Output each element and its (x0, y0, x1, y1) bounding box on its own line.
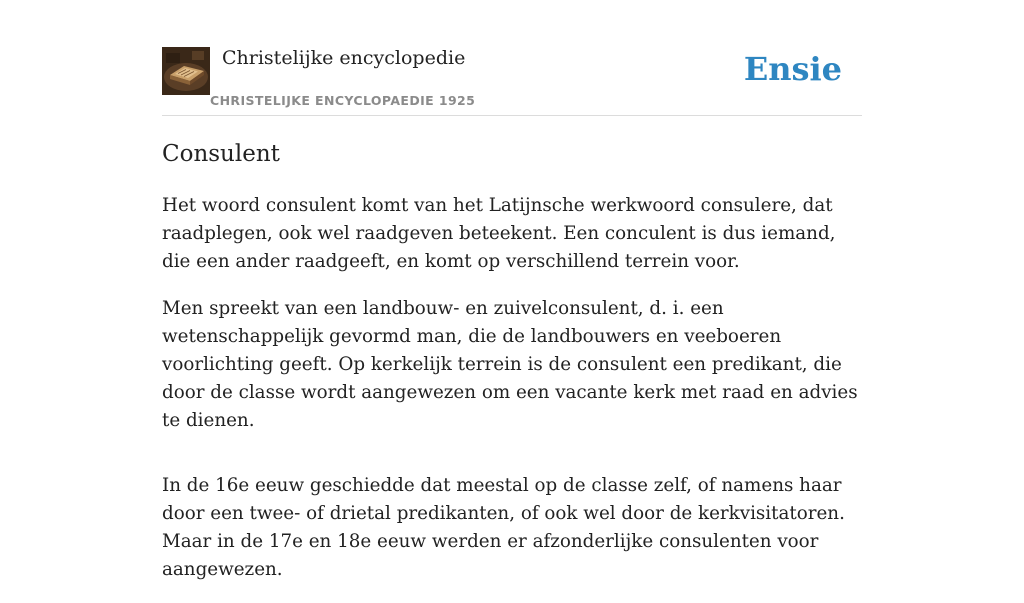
book-cover-icon (162, 47, 210, 95)
article-paragraph: In de 16e eeuw geschiedde dat meestal op de classe zelf, of namens haar door een twee- of drietal predikanten, of ook wel door de kerkvisitatoren. Maar in de 17e en 18e eeuw werden er afzonderlijke consulenten voor aangewezen. (162, 475, 845, 580)
book-subtitle-link[interactable]: CHRISTELIJKE ENCYCLOPAEDIE 1925 (210, 93, 476, 108)
article-body (162, 192, 862, 603)
page-header (162, 46, 862, 116)
article-paragraph: Men spreekt van een landbouw- en zuivelconsulent, d. i. een wetenschappelijk gevormd man, die de landbouwers en veeboeren voorlichting geeft. Op kerkelijk terrein is de consulent een predikant, die door de classe wordt aangewezen om een vacante kerk met raad en advies te dienen. (162, 298, 858, 431)
article-paragraph: Het woord consulent komt van het Latijnsche werkwoord consulere, dat raadplegen, ook wel raadgeven beteekent. Een conculent is dus iemand, die een ander raadgeeft, en komt op verschillend terrein voor. (162, 195, 836, 272)
ensie-logo-link[interactable]: Ensie (743, 50, 842, 88)
article-title: Consulent (162, 141, 280, 167)
book-avatar[interactable] (162, 47, 210, 95)
book-title-link[interactable]: Christelijke encyclopedie (222, 47, 466, 69)
